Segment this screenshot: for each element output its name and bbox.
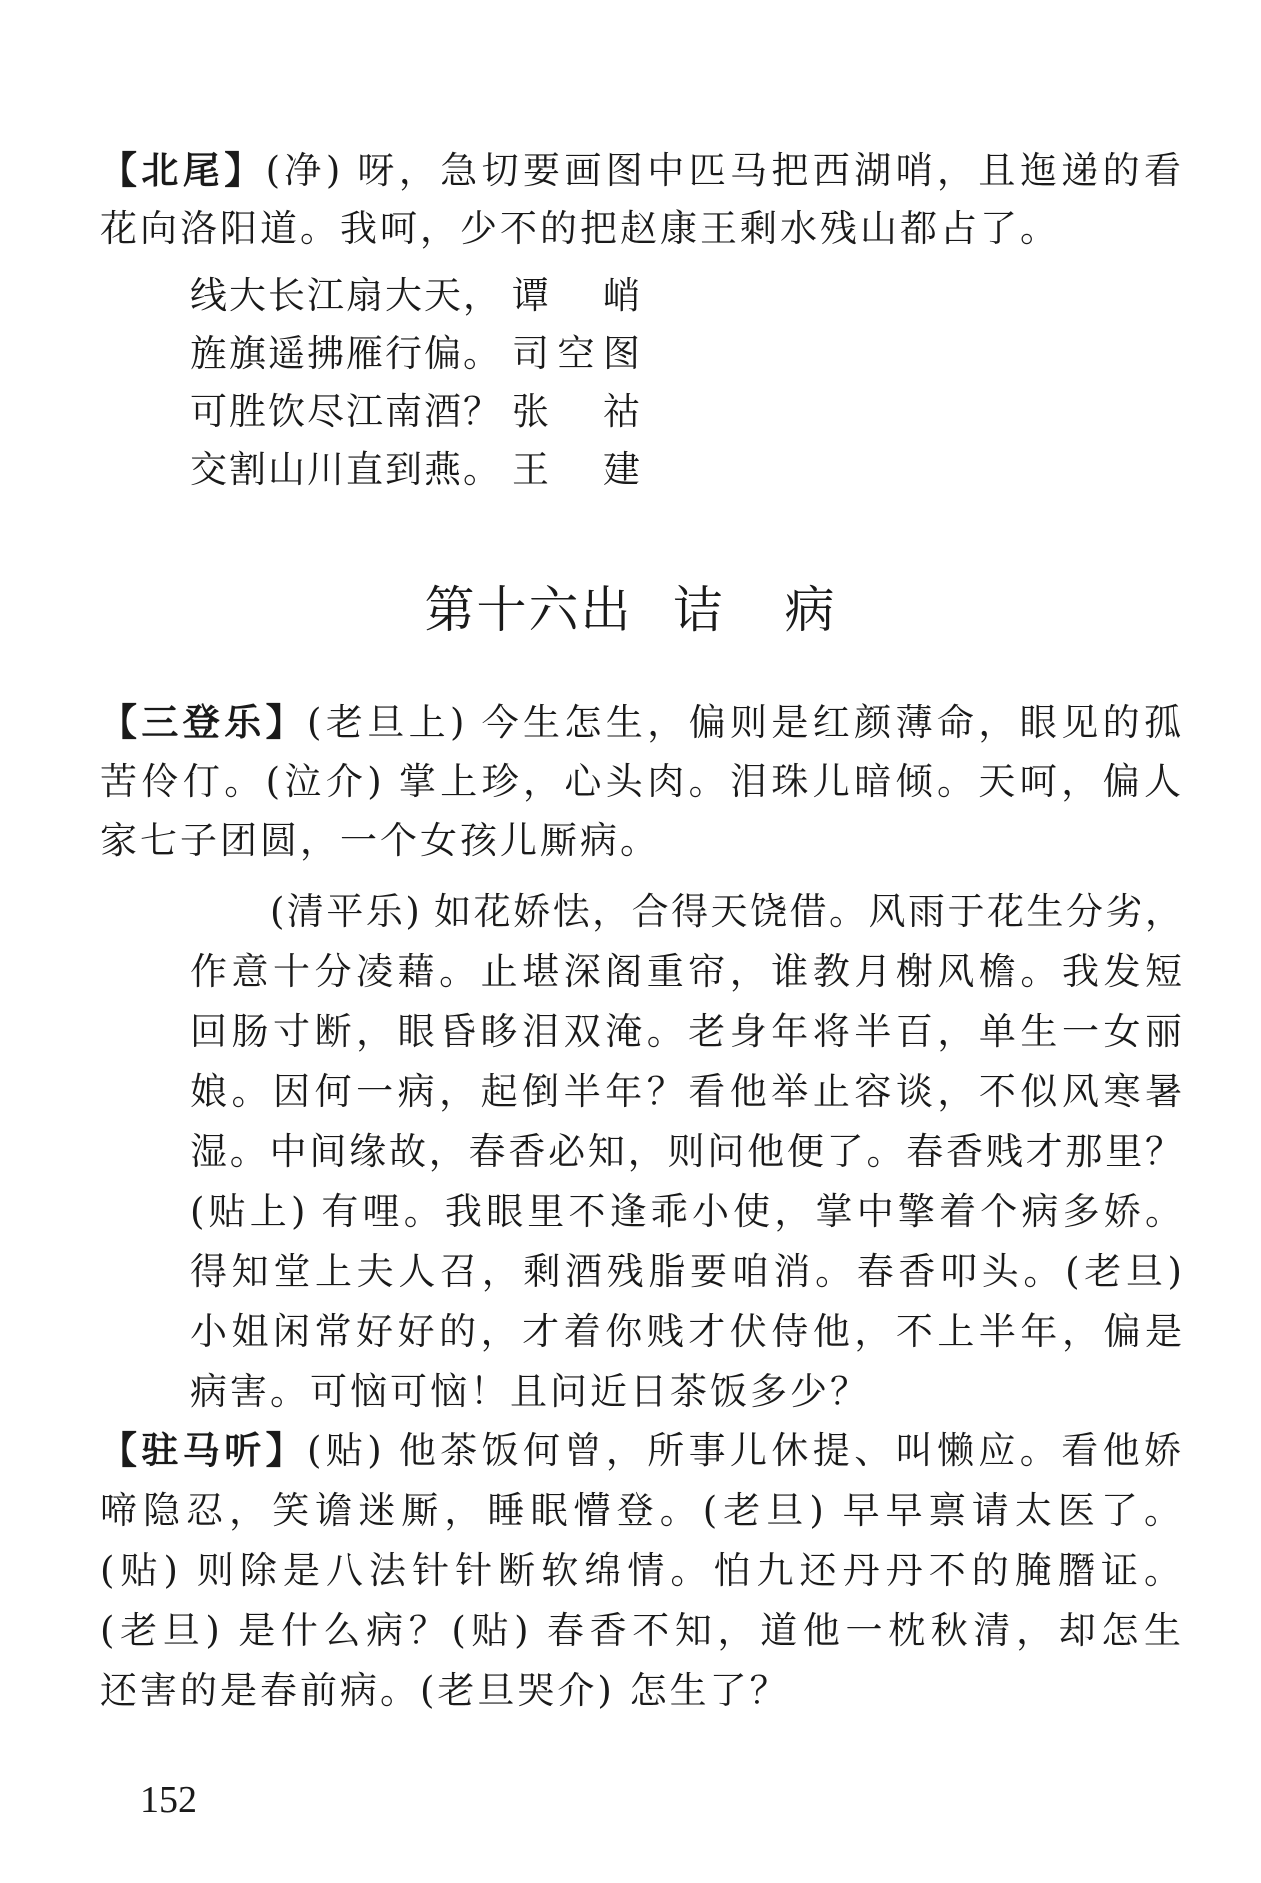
poem-line: [190, 272, 642, 320]
chapter-title-char: 诘: [672, 581, 725, 639]
tune-name: 【北尾】: [100, 149, 266, 192]
text-line: 病害。可恼可恼！且问近日茶饭多少？: [190, 1370, 870, 1413]
text-line: [100, 699, 1182, 747]
text-line: 苦伶仃。(泣介) 掌上珍，心头肉。泪珠儿暗倾。天呵，偏人: [100, 760, 1182, 803]
text-line: 啼隐忍，笑谵迷厮，睡眠懵登。(老旦) 早早禀请太医了。: [100, 1489, 1182, 1532]
text-line: 还害的是春前病。(老旦哭介) 怎生了？: [100, 1669, 790, 1712]
chapter-number: 第十六出: [424, 581, 633, 639]
text-segment: (贴) 他茶饭何曾，所事儿休提、叫懒应。看他娇: [307, 1429, 1182, 1472]
text-line: (老旦) 是什么病？(贴) 春香不知，道他一枕秋清，却怎生: [100, 1609, 1182, 1652]
tune-name: 【三登乐】: [100, 701, 307, 744]
text-line: 作意十分凌藉。止堪深阁重帘，谁教月榭风檐。我发短: [190, 950, 1182, 993]
text-line: 回肠寸断，眼昏眵泪双淹。老身年将半百，单生一女丽: [190, 1010, 1182, 1053]
text-line: 小姐闲常好好的，才着你贱才伏侍他，不上半年，偏是: [190, 1310, 1182, 1353]
poem-author: 谭峭: [512, 274, 642, 317]
text-line: 花向洛阳道。我呵，少不的把赵康王剩水残山都占了。: [100, 207, 1060, 250]
poem-verse: 可胜饮尽江南酒？: [190, 390, 502, 433]
text-line: 得知堂上夫人召，剩酒残脂要咱消。春香叩头。(老旦): [190, 1250, 1182, 1293]
text-line: [100, 1427, 1182, 1475]
text-line: (贴上) 有哩。我眼里不逢乖小使，掌中擎着个病多娇。: [190, 1190, 1182, 1233]
chapter-title: [0, 578, 1261, 642]
tune-name: 【驻马听】: [100, 1429, 307, 1472]
poem-verse: 线大长江扇大天，: [190, 274, 502, 317]
poem-line: [190, 330, 642, 378]
poem-author: 王建: [512, 448, 642, 491]
poem-verse: 交割山川直到燕。: [190, 448, 502, 491]
poem-author: 司空图: [512, 332, 642, 375]
text-segment: (净) 呀，急切要画图中匹马把西湖哨，且迤递的看: [265, 149, 1182, 192]
text-line: 湿。中间缘故，春香必知，则问他便了。春香贱才那里？: [190, 1130, 1182, 1173]
text-line: [100, 147, 1182, 195]
text-line: (贴) 则除是八法针针断软绵情。怕九还丹丹不的腌䐶证。: [100, 1549, 1182, 1592]
page-number: 152: [140, 1779, 197, 1821]
text-line: (清平乐) 如花娇怯，合得天饶借。风雨于花生分劣，: [270, 890, 1182, 933]
poem-verse: 旌旗遥拂雁行偏。: [190, 332, 502, 375]
text-line: 娘。因何一病，起倒半年？看他举止容谈，不似风寒暑: [190, 1070, 1182, 1113]
poem-author: 张祜: [512, 390, 642, 433]
chapter-title-char: 病: [784, 581, 837, 639]
text-line: 家七子团圆，一个女孩儿厮病。: [100, 819, 660, 862]
text-segment: (老旦上) 今生怎生，偏则是红颜薄命，眼见的孤: [307, 701, 1182, 744]
poem-line: [190, 446, 642, 494]
poem-line: [190, 388, 642, 436]
